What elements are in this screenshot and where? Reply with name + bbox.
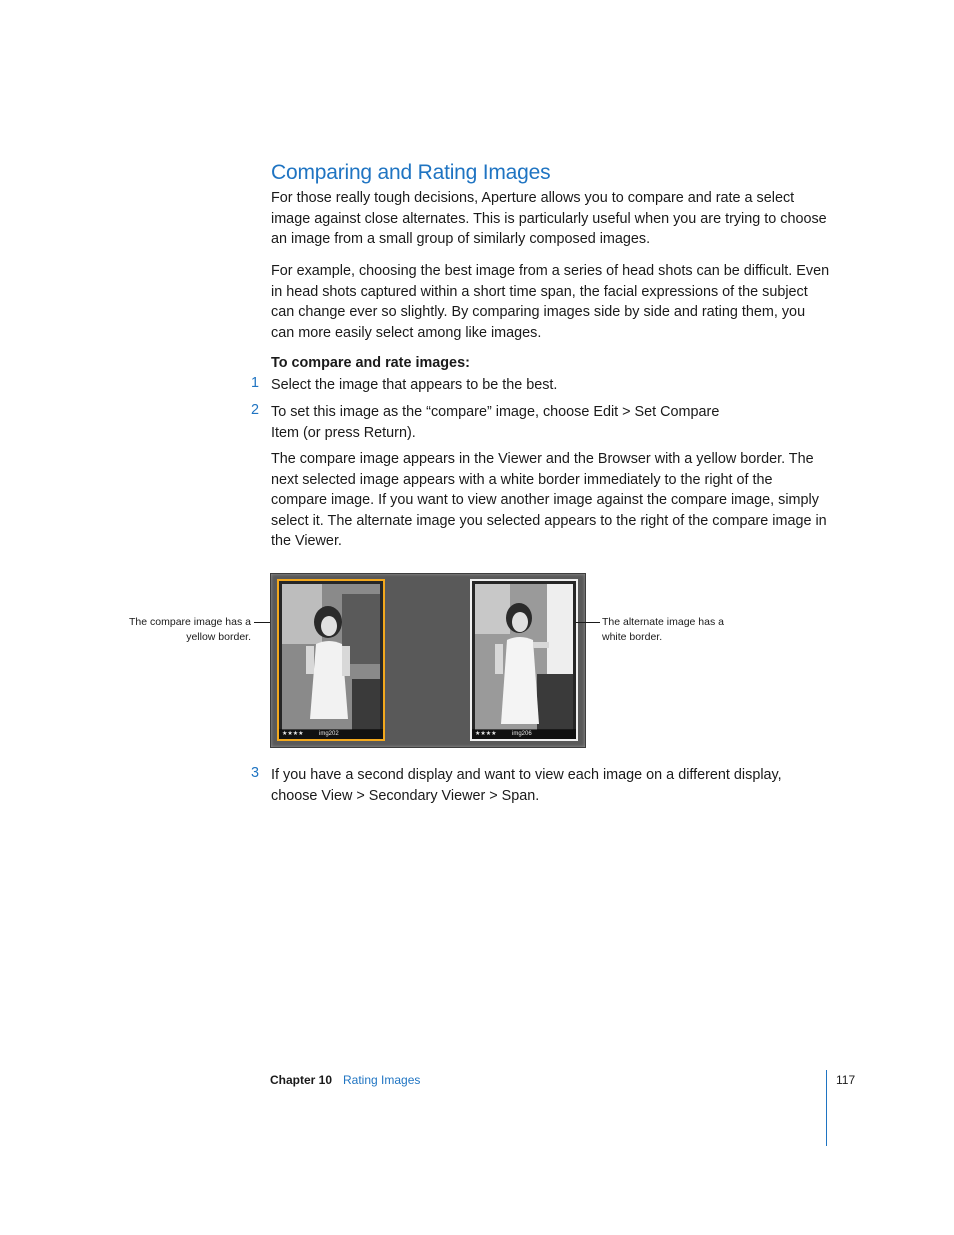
image-info-bar bbox=[472, 729, 576, 739]
image-name: img202 bbox=[319, 731, 339, 737]
footer-section-link[interactable]: Rating Images bbox=[343, 1073, 421, 1087]
step-detail-paragraph: The compare image appears in the Viewer and the Browser with a yellow border. The next selected image appears with a white border immediately to the right of the compare image. If you want to view another image against the compare image, simply select it. The alternate image you selected appears to the right of the compare image in the Viewer. bbox=[271, 451, 827, 549]
step-number: 3 bbox=[251, 765, 260, 781]
star-rating: ★★★★ bbox=[475, 731, 497, 737]
photo-thumbnail bbox=[475, 584, 573, 730]
step-number: 1 bbox=[251, 375, 260, 391]
step-text: If you have a second display and want to view each image on a different display, choose View > Secondary Viewer > Span. bbox=[271, 767, 782, 804]
step-text: To set this image as the “compare” image, choose Edit > Set Compare Item (or press Return). bbox=[271, 404, 720, 441]
alternate-image-frame bbox=[470, 579, 578, 741]
procedure-title: To compare and rate images: bbox=[271, 355, 470, 371]
photo-thumbnail bbox=[282, 584, 380, 730]
step-text: Select the image that appears to be the best. bbox=[271, 377, 558, 393]
footer-divider bbox=[826, 1070, 827, 1146]
page-title: Comparing and Rating Images bbox=[271, 161, 551, 184]
alternate-callout: The alternate image has a white border. bbox=[602, 616, 724, 643]
example-paragraph: For example, choosing the best image from a series of head shots can be difficult. Even in head shots captured within a short time span, the facial expressions of the subject can change ever so slightly. By comparing images side by side and rating them, you can more easily select among like images. bbox=[271, 263, 830, 341]
page-number: 117 bbox=[836, 1073, 856, 1087]
star-rating: ★★★★ bbox=[282, 731, 304, 737]
intro-paragraph: For those really tough decisions, Aperture allows you to compare and rate a select image against close alternates. This is particularly useful when you are trying to choose an image from a small group of similarly composed images. bbox=[271, 190, 827, 247]
image-info-bar bbox=[279, 729, 383, 739]
compare-callout: The compare image has a yellow border. bbox=[129, 616, 251, 643]
compare-image-frame bbox=[277, 579, 385, 741]
step-number: 2 bbox=[251, 402, 260, 418]
image-name: img206 bbox=[512, 731, 532, 737]
viewer-screenshot bbox=[270, 573, 586, 748]
footer-chapter: Chapter 10 bbox=[270, 1073, 333, 1087]
callout-leader-line bbox=[576, 622, 600, 623]
